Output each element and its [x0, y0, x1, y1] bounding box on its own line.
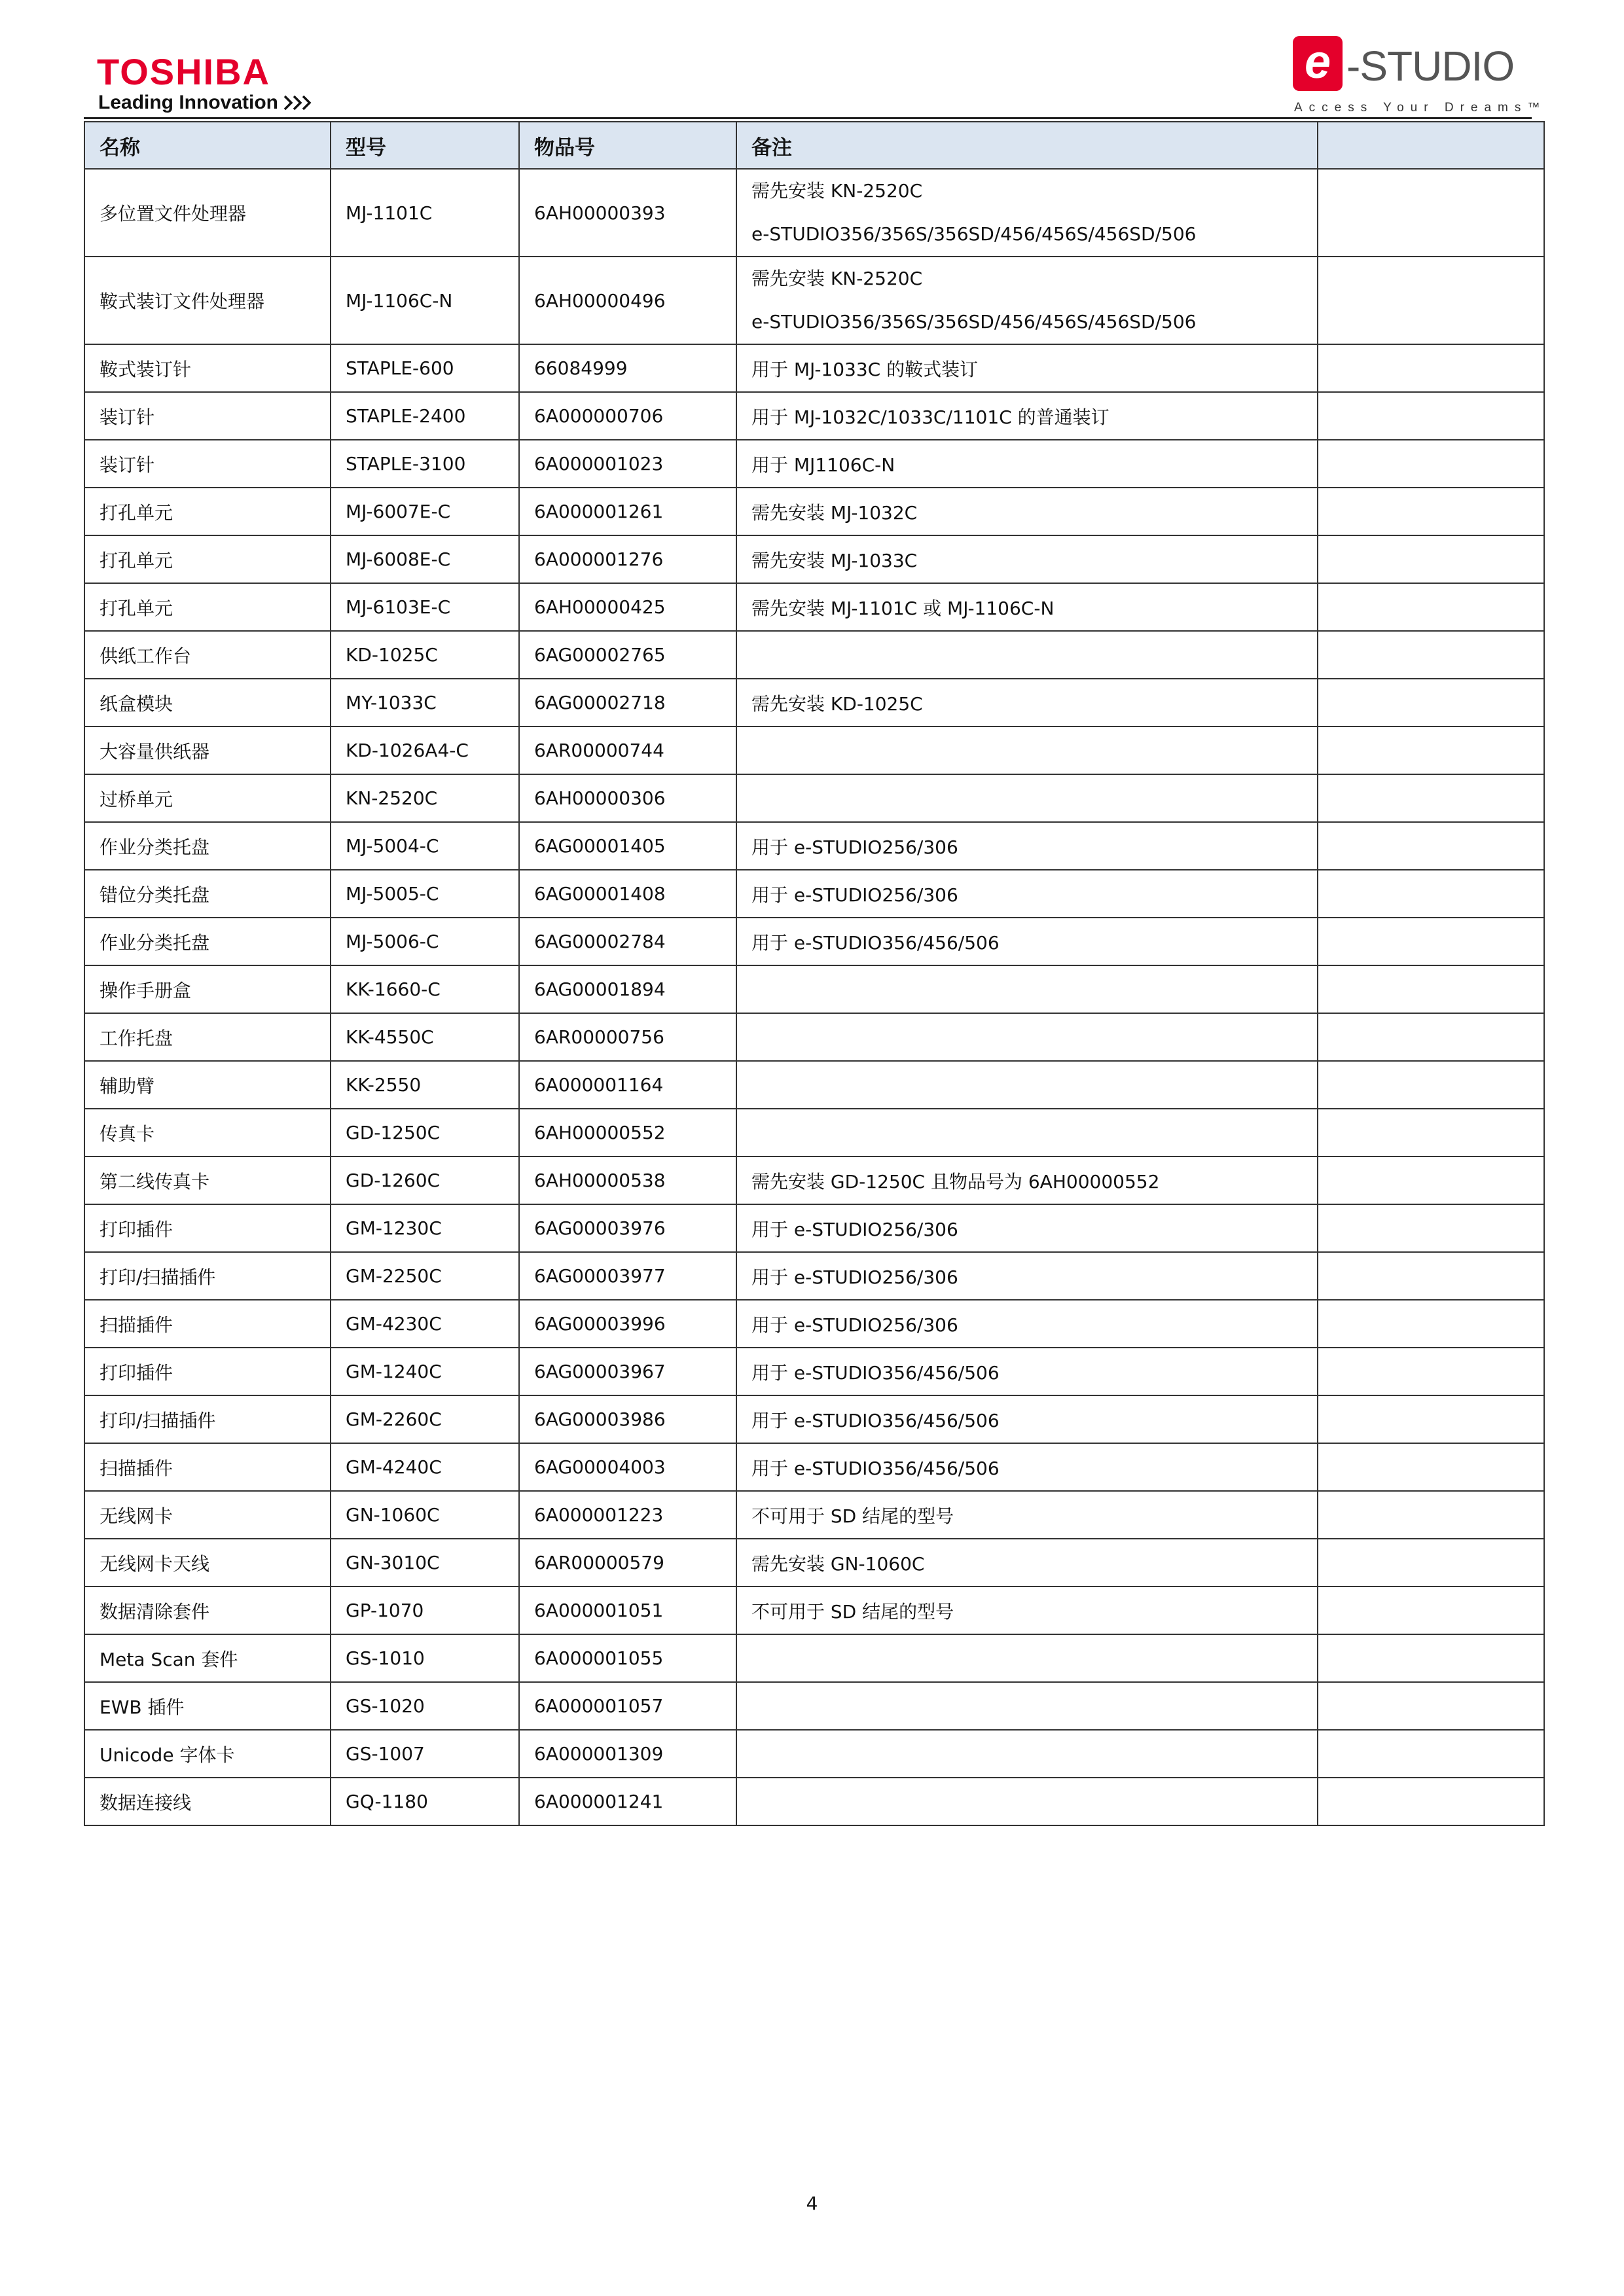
note-line: 需先安装 MJ-1033C [751, 549, 918, 571]
cell-name: 第二线传真卡 [84, 1157, 331, 1204]
tagline [98, 93, 317, 113]
cell-notes [736, 257, 1318, 344]
cell-extra [1318, 679, 1544, 726]
cell-extra [1318, 822, 1544, 870]
table-row [84, 1443, 1544, 1491]
cell-part-number: 6AG00002718 [519, 679, 736, 726]
cell-extra [1318, 726, 1544, 774]
cell-extra [1318, 1539, 1544, 1587]
table-row [84, 870, 1544, 918]
cell-name: 大容量供纸器 [84, 726, 331, 774]
cell-name: 打印插件 [84, 1348, 331, 1395]
table-row [84, 1300, 1544, 1348]
cell-notes [736, 535, 1318, 583]
cell-name: 扫描插件 [84, 1300, 331, 1348]
estudio-logo [1293, 36, 1547, 118]
cell-notes [736, 392, 1318, 440]
cell-notes [736, 169, 1318, 257]
cell-part-number: 6AR00000579 [519, 1539, 736, 1587]
cell-name: 传真卡 [84, 1109, 331, 1157]
cell-extra [1318, 1204, 1544, 1252]
table-row [84, 1395, 1544, 1443]
cell-extra [1318, 1730, 1544, 1778]
cell-name: 工作托盘 [84, 1013, 331, 1061]
cell-part-number: 6AH00000496 [519, 257, 736, 344]
note-line: 用于 e-STUDIO356/456/506 [751, 1361, 1000, 1384]
cell-notes [736, 1013, 1318, 1061]
cell-part-number: 6AH00000552 [519, 1109, 736, 1157]
cell-model: GS-1010 [331, 1634, 519, 1682]
table-row [84, 257, 1544, 344]
table-header-row [84, 122, 1544, 169]
cell-notes [736, 488, 1318, 535]
cell-name: 打印/扫描插件 [84, 1252, 331, 1300]
table-row [84, 1348, 1544, 1395]
cell-name: Meta Scan 套件 [84, 1634, 331, 1682]
cell-notes [736, 440, 1318, 488]
cell-name: 数据清除套件 [84, 1587, 331, 1634]
table-row [84, 1778, 1544, 1825]
cell-extra [1318, 774, 1544, 822]
cell-notes [736, 1491, 1318, 1539]
cell-name: 打孔单元 [84, 535, 331, 583]
cell-name: 错位分类托盘 [84, 870, 331, 918]
note-line: 需先安装 MJ-1101C 或 MJ-1106C-N [751, 597, 1055, 619]
cell-model: GQ-1180 [331, 1778, 519, 1825]
cell-extra [1318, 1157, 1544, 1204]
table-row [84, 1730, 1544, 1778]
cell-model: KK-1660-C [331, 965, 519, 1013]
col-header-model: 型号 [331, 122, 519, 169]
cell-model: GS-1020 [331, 1682, 519, 1730]
cell-part-number: 6AG00001894 [519, 965, 736, 1013]
table-row [84, 1252, 1544, 1300]
cell-part-number: 6AR00000744 [519, 726, 736, 774]
cell-model: GD-1260C [331, 1157, 519, 1204]
cell-notes [736, 1300, 1318, 1348]
estudio-wordmark: -STUDIO [1346, 43, 1515, 90]
cell-name: 打孔单元 [84, 488, 331, 535]
cell-part-number: 6A000001241 [519, 1778, 736, 1825]
cell-extra [1318, 1443, 1544, 1491]
note-line: 需先安装 KD-1025C [751, 692, 923, 715]
note-line: e-STUDIO356/356S/356SD/456/456S/456SD/506 [751, 311, 1197, 332]
cell-notes [736, 1539, 1318, 1587]
cell-notes [736, 679, 1318, 726]
note-line: 需先安装 GD-1250C 且物品号为 6AH00000552 [751, 1170, 1160, 1193]
table-row [84, 726, 1544, 774]
cell-name: 操作手册盒 [84, 965, 331, 1013]
cell-extra [1318, 440, 1544, 488]
cell-notes [736, 631, 1318, 679]
cell-name: EWB 插件 [84, 1682, 331, 1730]
table-row [84, 1157, 1544, 1204]
cell-notes [736, 1778, 1318, 1825]
cell-name: 无线网卡天线 [84, 1539, 331, 1587]
cell-name: 打印/扫描插件 [84, 1395, 331, 1443]
table-row [84, 631, 1544, 679]
cell-notes [736, 1252, 1318, 1300]
cell-model: KD-1026A4-C [331, 726, 519, 774]
cell-part-number: 6AG00003977 [519, 1252, 736, 1300]
cell-part-number: 6A000001164 [519, 1061, 736, 1109]
note-line: 需先安装 KN-2520C [751, 180, 923, 202]
cell-extra [1318, 392, 1544, 440]
cell-name: 鞍式装订针 [84, 344, 331, 392]
table-row [84, 918, 1544, 965]
table-row [84, 440, 1544, 488]
cell-extra [1318, 1300, 1544, 1348]
cell-extra [1318, 344, 1544, 392]
cell-model: MJ-6103E-C [331, 583, 519, 631]
cell-extra [1318, 1252, 1544, 1300]
table-body [84, 169, 1544, 1825]
cell-part-number: 6AH00000425 [519, 583, 736, 631]
cell-part-number: 6A000001309 [519, 1730, 736, 1778]
note-line: 不可用于 SD 结尾的型号 [751, 1600, 954, 1623]
cell-part-number: 6AG00002765 [519, 631, 736, 679]
table-row [84, 1109, 1544, 1157]
cell-model: STAPLE-3100 [331, 440, 519, 488]
col-header-name: 名称 [84, 122, 331, 169]
cell-part-number: 6A000001023 [519, 440, 736, 488]
note-line: 用于 MJ1106C-N [751, 454, 895, 476]
cell-part-number: 6AH00000393 [519, 169, 736, 257]
cell-extra [1318, 918, 1544, 965]
cell-model: KN-2520C [331, 774, 519, 822]
cell-part-number: 6AG00001405 [519, 822, 736, 870]
cell-model: GM-1230C [331, 1204, 519, 1252]
table-row [84, 1682, 1544, 1730]
cell-extra [1318, 1682, 1544, 1730]
cell-notes [736, 918, 1318, 965]
note-line: 用于 MJ-1033C 的鞍式装订 [751, 358, 979, 380]
cell-extra [1318, 1109, 1544, 1157]
col-header-notes: 备注 [736, 122, 1318, 169]
header-divider [84, 117, 1532, 119]
table-row [84, 1634, 1544, 1682]
cell-notes [736, 1634, 1318, 1682]
note-line: 用于 e-STUDIO256/306 [751, 836, 958, 858]
cell-model: GM-1240C [331, 1348, 519, 1395]
note-line: 不可用于 SD 结尾的型号 [751, 1505, 954, 1527]
cell-model: MY-1033C [331, 679, 519, 726]
cell-notes [736, 1730, 1318, 1778]
table-row [84, 392, 1544, 440]
cell-model: MJ-5005-C [331, 870, 519, 918]
cell-model: GN-3010C [331, 1539, 519, 1587]
table-row [84, 774, 1544, 822]
cell-notes [736, 965, 1318, 1013]
cell-notes [736, 1348, 1318, 1395]
cell-extra [1318, 1491, 1544, 1539]
cell-part-number: 6AH00000306 [519, 774, 736, 822]
cell-extra [1318, 1587, 1544, 1634]
tagline-text: Leading Innovation [98, 92, 278, 113]
cell-notes [736, 1682, 1318, 1730]
cell-model: KK-2550 [331, 1061, 519, 1109]
cell-name: 扫描插件 [84, 1443, 331, 1491]
cell-extra [1318, 583, 1544, 631]
cell-part-number: 6AG00003996 [519, 1300, 736, 1348]
cell-name: 作业分类托盘 [84, 918, 331, 965]
cell-extra [1318, 1061, 1544, 1109]
cell-model: GN-1060C [331, 1491, 519, 1539]
table-row [84, 344, 1544, 392]
cell-part-number: 6AG00003986 [519, 1395, 736, 1443]
cell-part-number: 6A000001223 [519, 1491, 736, 1539]
table-row [84, 1061, 1544, 1109]
cell-model: MJ-6007E-C [331, 488, 519, 535]
cell-notes [736, 822, 1318, 870]
cell-extra [1318, 257, 1544, 344]
cell-name: 多位置文件处理器 [84, 169, 331, 257]
cell-name: 打孔单元 [84, 583, 331, 631]
cell-notes [736, 870, 1318, 918]
table-row [84, 822, 1544, 870]
cell-part-number: 6AG00003976 [519, 1204, 736, 1252]
cell-extra [1318, 488, 1544, 535]
cell-name: 作业分类托盘 [84, 822, 331, 870]
cell-part-number: 6AH00000538 [519, 1157, 736, 1204]
page-header [0, 0, 1624, 121]
cell-model: MJ-5004-C [331, 822, 519, 870]
cell-name: 打印插件 [84, 1204, 331, 1252]
cell-model: GM-4240C [331, 1443, 519, 1491]
estudio-e-mark: e [1293, 36, 1343, 91]
cell-name: 供纸工作台 [84, 631, 331, 679]
cell-name: 鞍式装订文件处理器 [84, 257, 331, 344]
cell-notes [736, 1204, 1318, 1252]
col-header-extra [1318, 122, 1544, 169]
cell-part-number: 6AG00002784 [519, 918, 736, 965]
table-row [84, 679, 1544, 726]
cell-name: Unicode 字体卡 [84, 1730, 331, 1778]
table-row [84, 535, 1544, 583]
cell-model: GM-2250C [331, 1252, 519, 1300]
cell-part-number: 66084999 [519, 344, 736, 392]
cell-notes [736, 1157, 1318, 1204]
cell-part-number: 6A000001055 [519, 1634, 736, 1682]
note-line: 用于 e-STUDIO256/306 [751, 1266, 958, 1288]
cell-model: MJ-5006-C [331, 918, 519, 965]
note-line: 用于 e-STUDIO256/306 [751, 1314, 958, 1336]
cell-part-number: 6AR00000756 [519, 1013, 736, 1061]
note-line: 用于 MJ-1032C/1033C/1101C 的普通装订 [751, 406, 1110, 428]
note-line: 需先安装 KN-2520C [751, 268, 923, 289]
cell-name: 纸盒模块 [84, 679, 331, 726]
table-row [84, 1491, 1544, 1539]
cell-model: STAPLE-2400 [331, 392, 519, 440]
note-line: 用于 e-STUDIO356/456/506 [751, 1457, 1000, 1479]
col-header-part-number: 物品号 [519, 122, 736, 169]
cell-extra [1318, 169, 1544, 257]
cell-notes [736, 344, 1318, 392]
cell-name: 装订针 [84, 440, 331, 488]
note-line: e-STUDIO356/356S/356SD/456/456S/456SD/506 [751, 223, 1197, 245]
note-line: 用于 e-STUDIO256/306 [751, 1218, 958, 1240]
chevrons-icon [283, 94, 317, 111]
table-row [84, 1013, 1544, 1061]
cell-name: 过桥单元 [84, 774, 331, 822]
cell-notes [736, 1395, 1318, 1443]
cell-extra [1318, 870, 1544, 918]
table-row [84, 1539, 1544, 1587]
cell-extra [1318, 1013, 1544, 1061]
cell-model: MJ-1106C-N [331, 257, 519, 344]
cell-name: 辅助臂 [84, 1061, 331, 1109]
cell-part-number: 6AG00004003 [519, 1443, 736, 1491]
cell-model: GP-1070 [331, 1587, 519, 1634]
note-line: 用于 e-STUDIO356/456/506 [751, 931, 1000, 954]
cell-part-number: 6A000001057 [519, 1682, 736, 1730]
cell-model: GD-1250C [331, 1109, 519, 1157]
cell-model: MJ-1101C [331, 169, 519, 257]
estudio-slogan: Access Your Dreams™ [1294, 101, 1547, 115]
table-row [84, 965, 1544, 1013]
cell-model: STAPLE-600 [331, 344, 519, 392]
cell-model: MJ-6008E-C [331, 535, 519, 583]
cell-extra [1318, 1778, 1544, 1825]
cell-model: GS-1007 [331, 1730, 519, 1778]
cell-model: KK-4550C [331, 1013, 519, 1061]
cell-part-number: 6A000000706 [519, 392, 736, 440]
table-row [84, 169, 1544, 257]
note-line: 用于 e-STUDIO356/456/506 [751, 1409, 1000, 1431]
cell-part-number: 6A000001051 [519, 1587, 736, 1634]
cell-part-number: 6A000001276 [519, 535, 736, 583]
page-number: 4 [806, 2193, 818, 2214]
table-row [84, 583, 1544, 631]
cell-notes [736, 1109, 1318, 1157]
table-row [84, 1587, 1544, 1634]
cell-notes [736, 726, 1318, 774]
toshiba-logo: TOSHIBA [97, 51, 270, 92]
cell-part-number: 6AG00001408 [519, 870, 736, 918]
table-row [84, 1204, 1544, 1252]
cell-model: GM-2260C [331, 1395, 519, 1443]
note-line: 需先安装 MJ-1032C [751, 501, 918, 524]
cell-notes [736, 1587, 1318, 1634]
cell-name: 数据连接线 [84, 1778, 331, 1825]
note-line: 需先安装 GN-1060C [751, 1552, 925, 1575]
note-line: 用于 e-STUDIO256/306 [751, 884, 958, 906]
cell-extra [1318, 1634, 1544, 1682]
cell-model: KD-1025C [331, 631, 519, 679]
cell-model: GM-4230C [331, 1300, 519, 1348]
cell-extra [1318, 1348, 1544, 1395]
cell-part-number: 6AG00003967 [519, 1348, 736, 1395]
cell-part-number: 6A000001261 [519, 488, 736, 535]
cell-extra [1318, 535, 1544, 583]
cell-notes [736, 1443, 1318, 1491]
cell-name: 无线网卡 [84, 1491, 331, 1539]
cell-notes [736, 583, 1318, 631]
cell-extra [1318, 965, 1544, 1013]
cell-notes [736, 1061, 1318, 1109]
cell-notes [736, 774, 1318, 822]
cell-extra [1318, 1395, 1544, 1443]
cell-extra [1318, 631, 1544, 679]
table-row [84, 488, 1544, 535]
options-table [84, 121, 1545, 1826]
cell-name: 装订针 [84, 392, 331, 440]
